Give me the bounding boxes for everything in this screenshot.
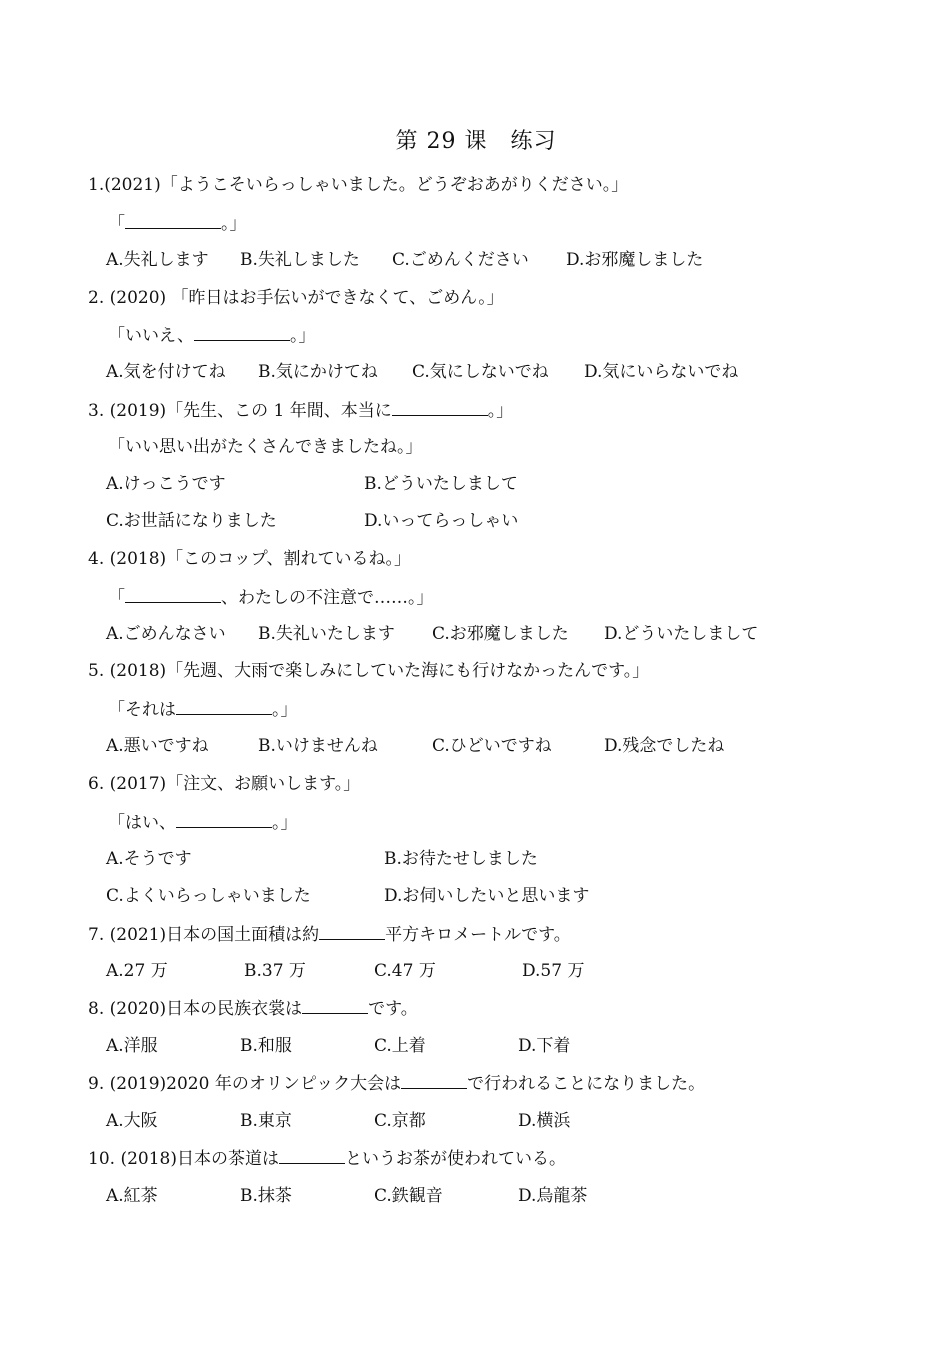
- question-2-option-b: B.気にかけてね: [258, 362, 378, 382]
- question-5-option-b: B.いけませんね: [258, 736, 378, 756]
- answer-blank: [176, 810, 272, 828]
- question-3-option-b: B.どういたしまして: [364, 474, 518, 494]
- question-1-stem: 1.(2021)「ようこそいらっしゃいました。どうぞおあがりください。」: [88, 175, 629, 195]
- question-3-option-c: C.お世話になりました: [106, 511, 277, 531]
- question-1-reply: 「 。」: [108, 211, 247, 236]
- question-7-option-a: A.27 万: [106, 961, 168, 981]
- question-5-reply: 「それは 。」: [108, 697, 298, 722]
- question-4-option-b: B.失礼いたします: [258, 624, 395, 644]
- answer-blank: [392, 398, 488, 416]
- question-2-option-d: D.気にいらないでね: [584, 362, 739, 382]
- question-4-option-d: D.どういたしまして: [604, 624, 759, 644]
- question-5-option-d: D.残念でしたね: [604, 736, 725, 756]
- question-10-option-a: A.紅茶: [106, 1186, 158, 1206]
- question-4-stem: 4. (2018)「このコップ、割れているね。」: [88, 549, 411, 569]
- question-10-option-b: B.抹茶: [240, 1186, 292, 1206]
- question-10-stem: 10. (2018)日本の茶道は というお茶が使われている。: [88, 1146, 566, 1171]
- question-8-option-d: D.下着: [518, 1036, 571, 1056]
- answer-blank: [125, 211, 221, 229]
- answer-blank: [302, 996, 368, 1014]
- question-9-option-a: A.大阪: [106, 1111, 158, 1131]
- answer-blank: [194, 323, 290, 341]
- answer-blank: [125, 585, 221, 603]
- question-7-stem: 7. (2021)日本の国土面積は約 平方キロメートルです。: [88, 922, 571, 947]
- question-2-option-a: A.気を付けてね: [106, 362, 226, 382]
- question-6-option-d: D.お伺いしたいと思います: [384, 886, 590, 906]
- answer-blank: [401, 1071, 467, 1089]
- question-6-option-a: A.そうです: [106, 849, 192, 869]
- question-3-stem: 3. (2019)「先生、この 1 年間、本当に 。」: [88, 398, 513, 423]
- question-5-option-c: C.ひどいですね: [432, 736, 552, 756]
- question-6-option-b: B.お待たせしました: [384, 849, 538, 869]
- question-3-reply: 「いい思い出がたくさんできましたね。」: [108, 437, 423, 457]
- question-9-stem: 9. (2019)2020 年のオリンピック大会は で行われることになりました。: [88, 1071, 705, 1096]
- question-5-option-a: A.悪いですね: [106, 736, 209, 756]
- answer-blank: [319, 922, 385, 940]
- question-8-option-a: A.洋服: [106, 1036, 158, 1056]
- question-8-stem: 8. (2020)日本の民族衣裳は です。: [88, 996, 418, 1021]
- question-1-option-d: D.お邪魔しました: [566, 250, 704, 270]
- answer-blank: [176, 697, 272, 715]
- question-7-option-d: D.57 万: [522, 961, 585, 981]
- question-4-option-c: C.お邪魔しました: [432, 624, 569, 644]
- question-1-option-b: B.失礼しました: [240, 250, 360, 270]
- question-8-option-b: B.和服: [240, 1036, 292, 1056]
- question-1-option-c: C.ごめんください: [392, 250, 529, 270]
- question-2-reply: 「いいえ、 。」: [108, 323, 316, 348]
- question-9-option-c: C.京都: [374, 1111, 426, 1131]
- question-8-option-c: C.上着: [374, 1036, 426, 1056]
- question-3-option-a: A.けっこうです: [106, 474, 226, 494]
- question-3-option-d: D.いってらっしゃい: [364, 511, 519, 531]
- question-2-option-c: C.気にしないでね: [412, 362, 549, 382]
- question-7-option-b: B.37 万: [244, 961, 306, 981]
- question-6-reply: 「はい、 。」: [108, 810, 298, 835]
- question-6-stem: 6. (2017)「注文、お願いします。」: [88, 774, 361, 794]
- question-2-stem: 2. (2020) 「昨日はお手伝いができなくて、ごめん。」: [88, 288, 504, 308]
- question-4-reply: 「 、わたしの不注意で‥‥‥。」: [108, 585, 434, 610]
- question-5-stem: 5. (2018)「先週、大雨で楽しみにしていた海にも行けなかったんです。」: [88, 661, 650, 681]
- answer-blank: [279, 1146, 345, 1164]
- question-9-option-d: D.横浜: [518, 1111, 571, 1131]
- question-9-option-b: B.東京: [240, 1111, 292, 1131]
- question-10-option-d: D.烏龍茶: [518, 1186, 588, 1206]
- question-1-option-a: A.失礼します: [106, 250, 209, 270]
- question-10-option-c: C.鉄観音: [374, 1186, 443, 1206]
- question-7-option-c: C.47 万: [374, 961, 436, 981]
- question-4-option-a: A.ごめんなさい: [106, 624, 226, 644]
- page-title: 第 29 课 练习: [395, 129, 557, 154]
- question-6-option-c: C.よくいらっしゃいました: [106, 886, 311, 906]
